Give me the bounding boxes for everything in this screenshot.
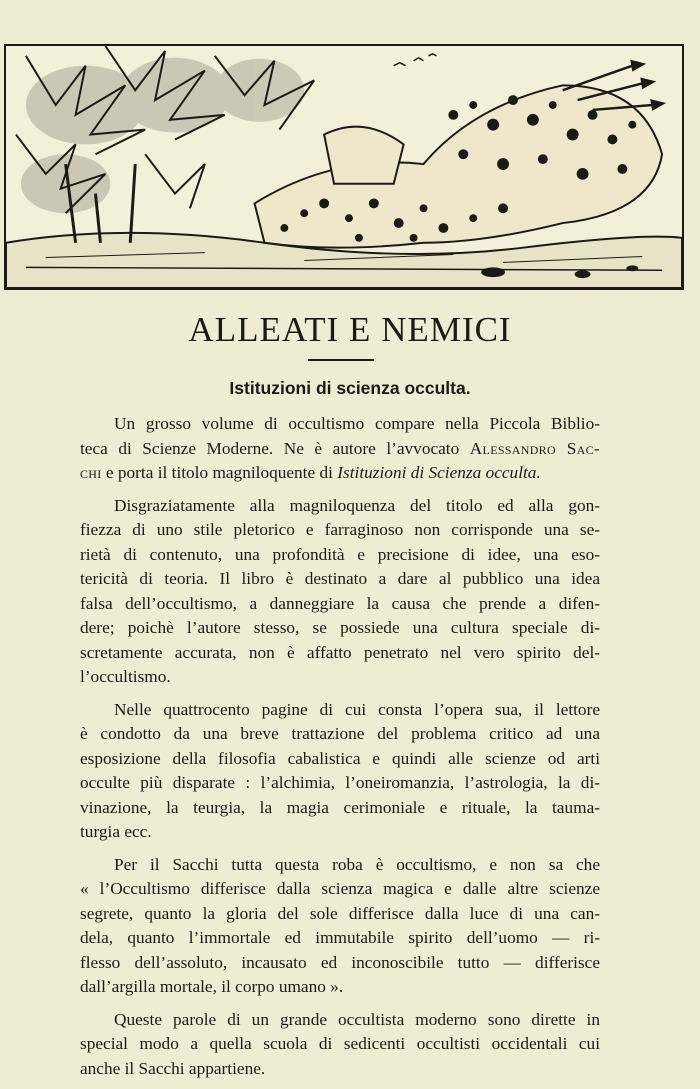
author-name-cont: chi <box>80 463 102 482</box>
text-line: Un grosso volume di occultismo compare nella Piccola Biblio- <box>114 414 600 433</box>
text-line: dall’argilla mortale, il corpo umano ». <box>80 977 344 996</box>
article-body <box>80 412 600 1089</box>
author-name: Alessandro Sac- <box>469 438 600 458</box>
text-line: flesso dell’assoluto, incausato ed inconoscibile tutto — differisce <box>80 952 600 972</box>
paragraph <box>80 853 600 1000</box>
paragraph <box>80 412 600 486</box>
text-line: l’occultismo. <box>80 667 171 686</box>
text-line: occulte più disparate : l’alchimia, l’oneiromanzia, l’astrologia, la di- <box>80 773 600 792</box>
text-line: rietà di contenuto, una profondità e precisione di idee, una eso- <box>80 544 600 564</box>
text-line: tericità di teoria. Il libro è destinato a dare al pubblico una idea <box>80 569 600 588</box>
text-line: segrete, quanto la gloria del sole differisce dalla luce di una can- <box>80 903 600 923</box>
text-line: « l’Occultismo differisce dalla scienza magica e dalle altre scienze <box>80 879 600 898</box>
text-line: è condotto da una breve trattazione del problema critico ad una <box>80 724 600 743</box>
text-line: Per il Sacchi tutta questa roba è occultismo, e non sa che <box>114 854 600 874</box>
title-divider <box>308 359 374 361</box>
text-line: dela, quanto l’immortale ed immutabile spirito dell’uomo — ri- <box>80 928 600 947</box>
text-line: anche il Sacchi appartiene. <box>80 1058 266 1078</box>
page-title: ALLEATI E NEMICI <box>188 310 512 349</box>
section-subtitle: Istituzioni di scienza occulta. <box>229 378 471 398</box>
paragraph <box>80 698 600 845</box>
text-line: vinazione, la teurgia, la magia cerimoniale e rituale, la tauma- <box>80 797 600 817</box>
text-line: scretamente accurata, non è affatto penetrato nel vero spirito del- <box>80 642 600 662</box>
text-line: chi e porta il titolo magniloquente di Istituzioni di Scienza occulta. <box>80 463 541 482</box>
text-line: esposizione della filosofia cabalistica e quindi alle scienze od arti <box>80 748 600 768</box>
text-line: fiezza di uno stile pletorico e farraginoso non corrisponde una se- <box>80 520 600 539</box>
text-line: Disgraziatamente alla magniloquenza del titolo ed alla gon- <box>114 495 600 515</box>
book-title: Istituzioni di Scienza occulta. <box>337 463 541 482</box>
text-line: Nelle quattrocento pagine di cui consta l’opera sua, il lettore <box>114 699 600 719</box>
text-line: Queste parole di un grande occultista moderno sono dirette in <box>114 1009 600 1029</box>
text-line: teca di Scienze Moderne. Ne è autore l’avvocato Alessandro Sac- <box>80 438 600 458</box>
header-illustration <box>4 44 684 290</box>
text-line: dere; poichè l’autore stesso, se possiede una cultura speciale di- <box>80 618 600 637</box>
text-line: special modo a quella scuola di sedicenti occultisti occidentali cui <box>80 1034 600 1053</box>
text-line: falsa dell’occultismo, a danneggiare la causa che prende a difen- <box>80 593 600 613</box>
text-line: turgia ecc. <box>80 822 152 841</box>
paragraph <box>80 494 600 690</box>
leopard-engraving <box>6 46 682 288</box>
